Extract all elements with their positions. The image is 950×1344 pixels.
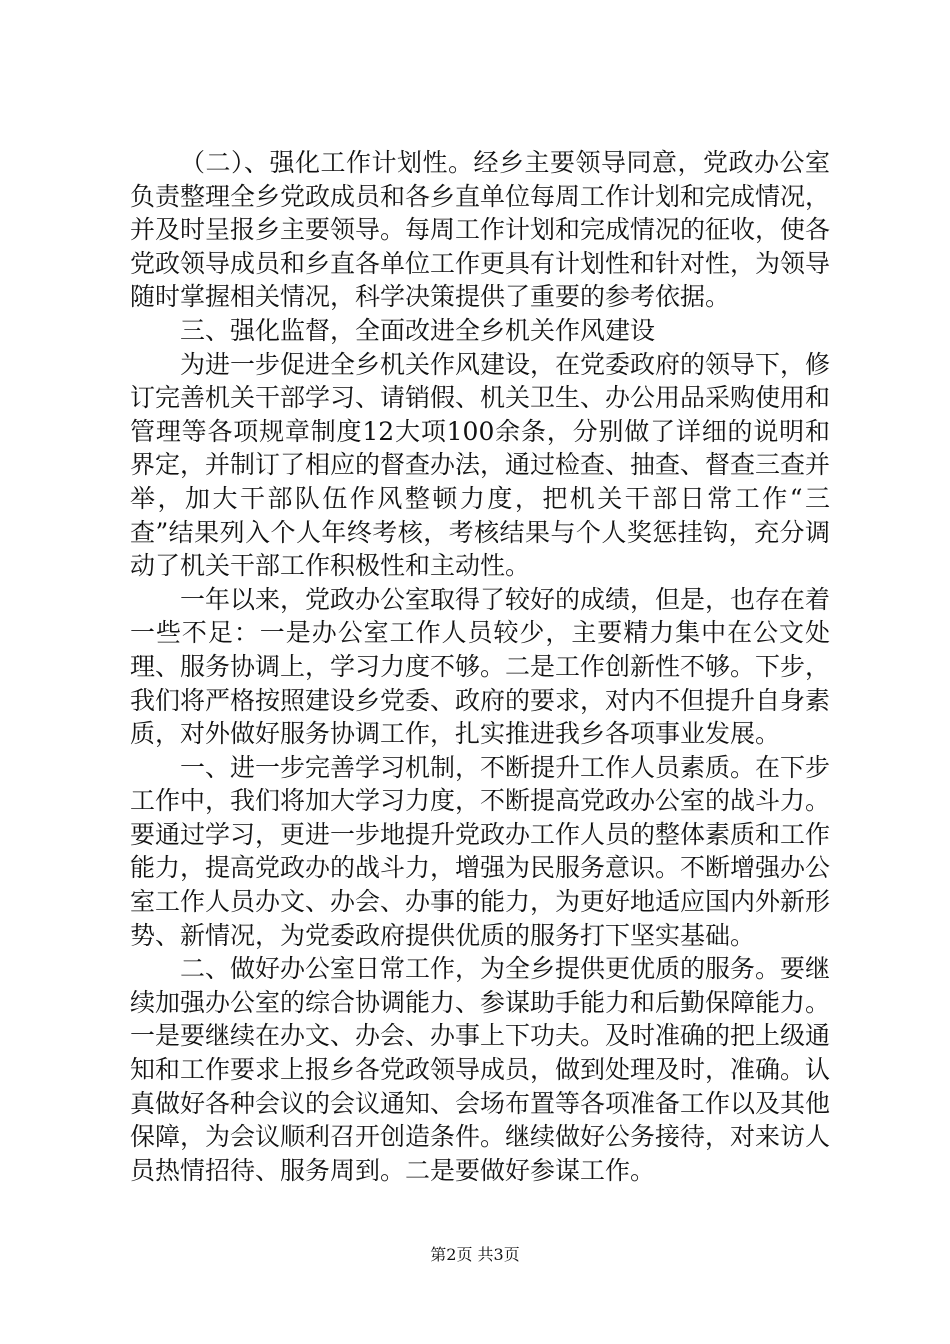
paragraph-daily-work: 二、做好办公室日常工作，为全乡提供更优质的服务。要继续加强办公室的综合协调能力、参谋助手能力和后勤保障能力。一是要继续在办文、办会、办事上下功夫。及时准确的把上级通知和工作要求上报乡各党政领导成员，做到处理及时，准确。认真做好各种会议的会议通知、会场布置等各项准备工作以及其他保障，为会议顺利召开创造条件。继续做好公务接待，对来访人员热情招待、服务周到。二是要做好参谋工作。 — [130, 954, 831, 1185]
paragraph-shortcomings: 一年以来，党政办公室取得了较好的成绩，但是，也存在着一些不足：一是办公室工作人员较少，主要精力集中在公文处理、服务协调上，学习力度不够。二是工作创新性不够。下步，我们将严格按照建设乡党委、政府的要求，对内不但提升自身素质，对外做好服务协调工作，扎实推进我乡各项事业发展。 — [130, 584, 831, 749]
page-number-footer: 第2页 共3页 — [430, 1245, 520, 1264]
section-heading-supervision: 三、强化监督，全面改进全乡机关作风建设 — [180, 315, 656, 345]
document-body — [130, 146, 830, 1187]
paragraph-work-planning: （二）、强化工作计划性。经乡主要领导同意，党政办公室负责整理全乡党政成员和各乡直单位每周工作计划和完成情况，并及时呈报乡主要领导。每周工作计划和完成情况的征收，使各党政领导成员和乡直各单位工作更具有计划性和针对性，为领导随时掌握相关情况，科学决策提供了重要的参考依据。 — [130, 148, 831, 312]
paragraph-work-style: 为进一步促进全乡机关作风建设，在党委政府的领导下，修订完善机关干部学习、请销假、机关卫生、办公用品采购使用和管理等各项规章制度12大项100余条，分别做了详细的说明和界定，并制订了相应的督查办法，通过检查、抽查、督查三查并举，加大干部队伍作风整顿力度，把机关干部日常工作“三查”结果列入个人年终考核，考核结果与个人奖惩挂钩，充分调动了机关干部工作积极性和主动性。 — [130, 349, 831, 581]
paragraph-learning-mechanism: 一、进一步完善学习机制，不断提升工作人员素质。在下步工作中，我们将加大学习力度，不断提高党政办公室的战斗力。要通过学习，更进一步地提升党政办工作人员的整体素质和工作能力，提高党政办的战斗力，增强为民服务意识。不断增强办公室工作人员办文、办会、办事的能力，为更好地适应国内外新形势、新情况，为党委政府提供优质的服务打下坚实基础。 — [130, 752, 831, 950]
